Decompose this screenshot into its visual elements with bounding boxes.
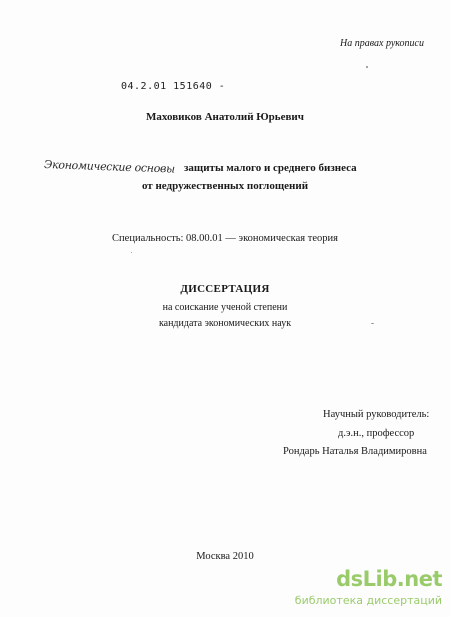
title-line-1: защиты малого и среднего бизнеса [184, 162, 357, 174]
scan-speck [366, 66, 368, 68]
registration-stamp: 04.2.01 151640 - [121, 81, 226, 92]
specialty-line: Специальность: 08.00.01 — экономическая теория [112, 233, 338, 244]
degree-line-1: на соискание ученой степени [162, 302, 288, 313]
dslib-watermark-logo [294, 567, 448, 613]
manuscript-rights-note: На правах рукописи [340, 38, 424, 49]
title-line-2: от недружественных поглощений [141, 180, 309, 192]
author-name: Маховиков Анатолий Юрьевич [146, 111, 304, 123]
scan-speck [371, 323, 374, 324]
scan-speck [131, 252, 132, 253]
document-type-heading: ДИССЕРТАЦИЯ [180, 283, 270, 295]
supervisor-degree: д.э.н., профессор [338, 428, 415, 439]
supervisor-name: Рондарь Наталья Владимировна [283, 446, 427, 457]
watermark-brand: dsLib.net [336, 567, 442, 591]
supervisor-label: Научный руководитель: [323, 409, 430, 420]
city-year: Москва 2010 [196, 551, 254, 562]
handwritten-title-part: Экономические основы [43, 158, 176, 176]
watermark-tagline: библиотека диссертаций [294, 594, 442, 607]
degree-line-2: кандидата экономических наук [158, 318, 292, 329]
